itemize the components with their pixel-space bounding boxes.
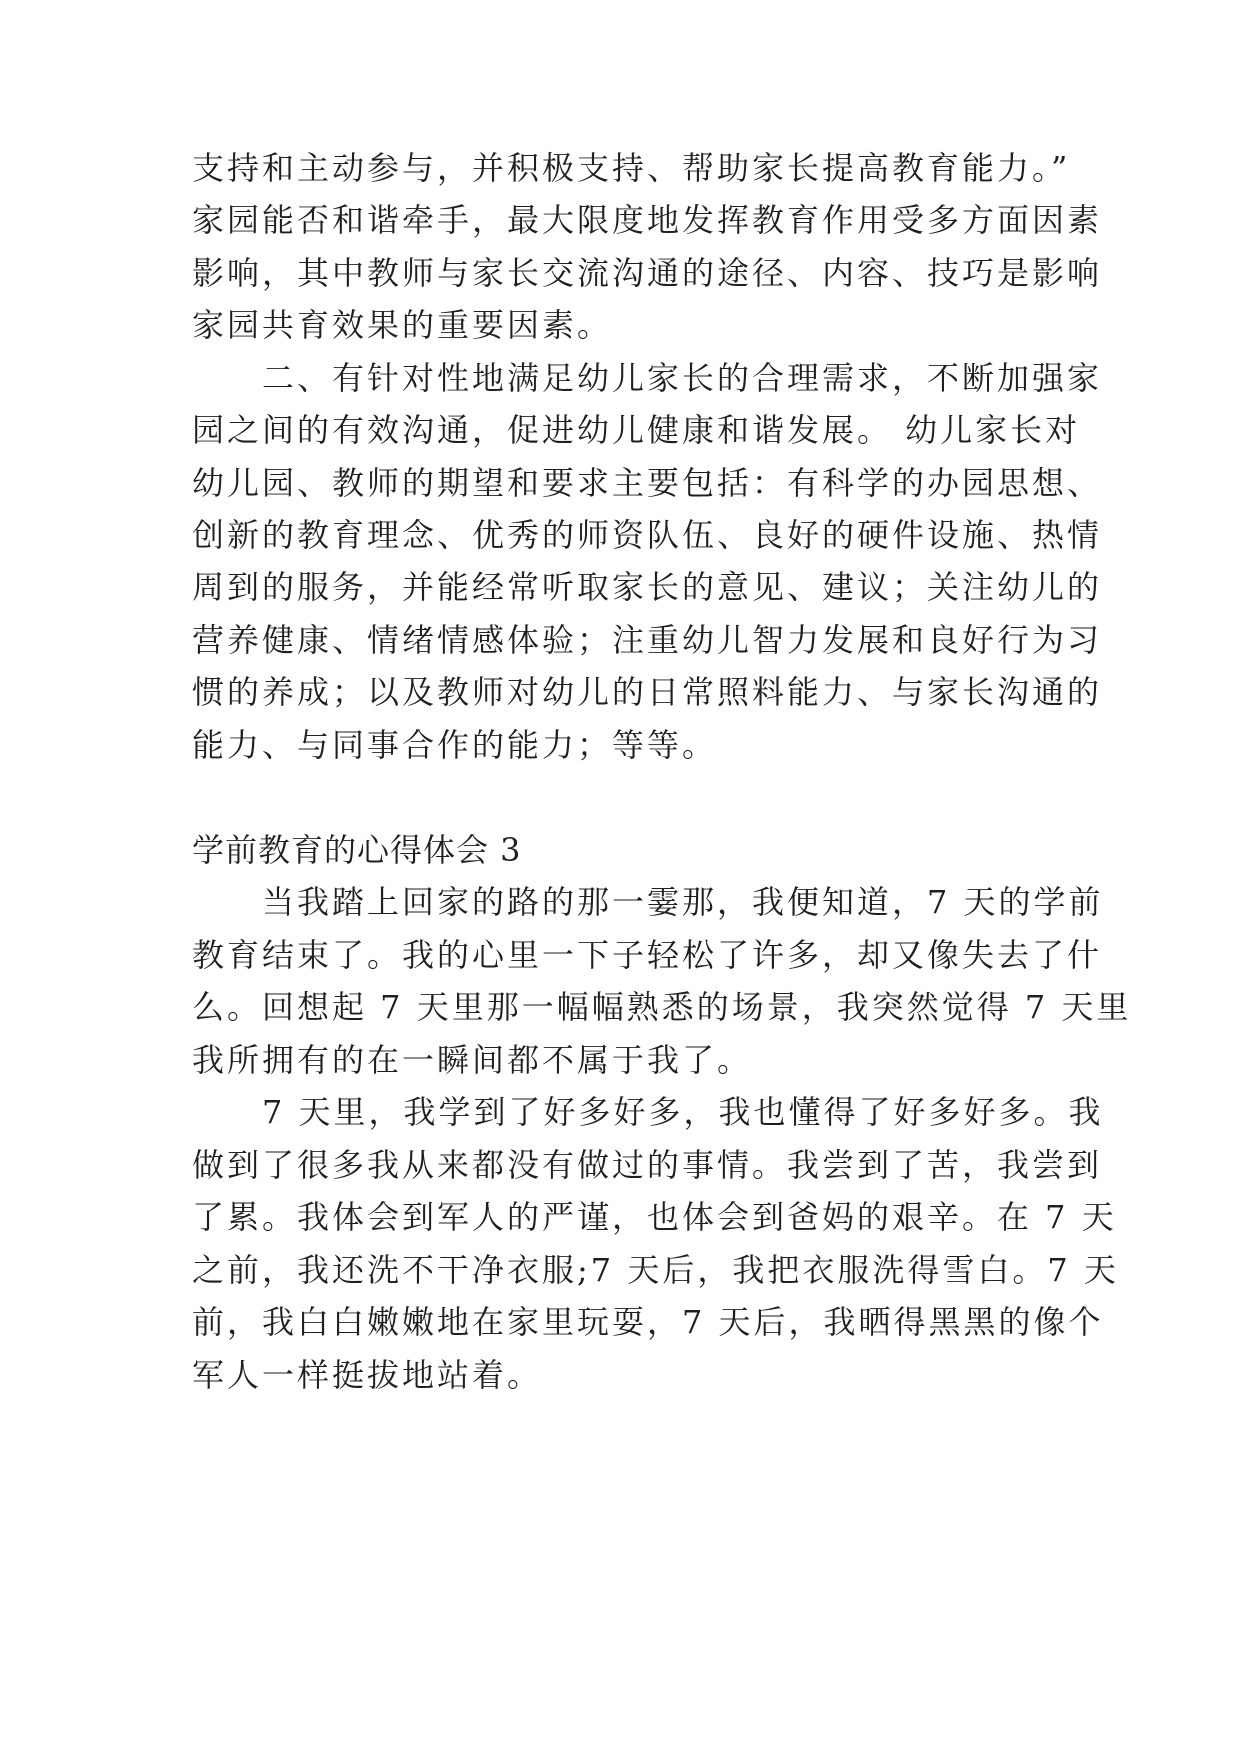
paragraph-line: 周到的服务，并能经常听取家长的意见、建议；关注幼儿的 (192, 568, 1103, 606)
paragraph-line: 二、有针对性地满足幼儿家长的合理需求，不断加强家 (192, 359, 1103, 397)
paragraph-line: 么。回想起 7 天里那一幅幅熟悉的场景，我突然觉得 7 天里 (192, 988, 1132, 1026)
paragraph-line: 我所拥有的在一瞬间都不属于我了。 (192, 1041, 753, 1079)
paragraph-line: 之前，我还洗不干净衣服;7 天后，我把衣服洗得雪白。7 天 (192, 1251, 1119, 1289)
paragraph-line: 园之间的有效沟通，促进幼儿健康和谐发展。 幼儿家长对 (192, 411, 1081, 449)
paragraph-line: 创新的教育理念、优秀的师资队伍、良好的硬件设施、热情 (192, 516, 1103, 554)
paragraph-line: 做到了很多我从来都没有做过的事情。我尝到了苦，我尝到 (192, 1146, 1103, 1184)
paragraph-line: 惯的养成；以及教师对幼儿的日常照料能力、与家长沟通的 (192, 673, 1103, 711)
paragraph-line: 能力、与同事合作的能力；等等。 (192, 726, 718, 764)
paragraph-line: 家园能否和谐牵手，最大限度地发挥教育作用受多方面因素 (192, 201, 1103, 239)
paragraph-line: 了累。我体会到军人的严谨，也体会到爸妈的艰辛。在 7 天 (192, 1198, 1117, 1236)
paragraph-line: 家园共育效果的重要因素。 (192, 306, 613, 344)
paragraph-line: 当我踏上回家的路的那一霎那，我便知道，7 天的学前 (192, 883, 1104, 921)
paragraph-line: 7 天里，我学到了好多好多，我也懂得了好多好多。我 (192, 1093, 1104, 1131)
paragraph-line: 前，我白白嫩嫩地在家里玩耍，7 天后，我晒得黑黑的像个 (192, 1303, 1104, 1341)
paragraph-line: 军人一样挺拔地站着。 (192, 1356, 543, 1394)
paragraph-line: 教育结束了。我的心里一下子轻松了许多，却又像失去了什 (192, 936, 1103, 974)
section-heading: 学前教育的心得体会 3 (192, 831, 522, 869)
paragraph-line: 营养健康、情绪情感体验；注重幼儿智力发展和良好行为习 (192, 621, 1103, 659)
paragraph-line: 支持和主动参与，并积极支持、帮助家长提高教育能力。” (192, 149, 1071, 187)
paragraph-line: 影响，其中教师与家长交流沟通的途径、内容、技巧是影响 (192, 254, 1103, 292)
paragraph-line: 幼儿园、教师的期望和要求主要包括：有科学的办园思想、 (192, 464, 1103, 502)
